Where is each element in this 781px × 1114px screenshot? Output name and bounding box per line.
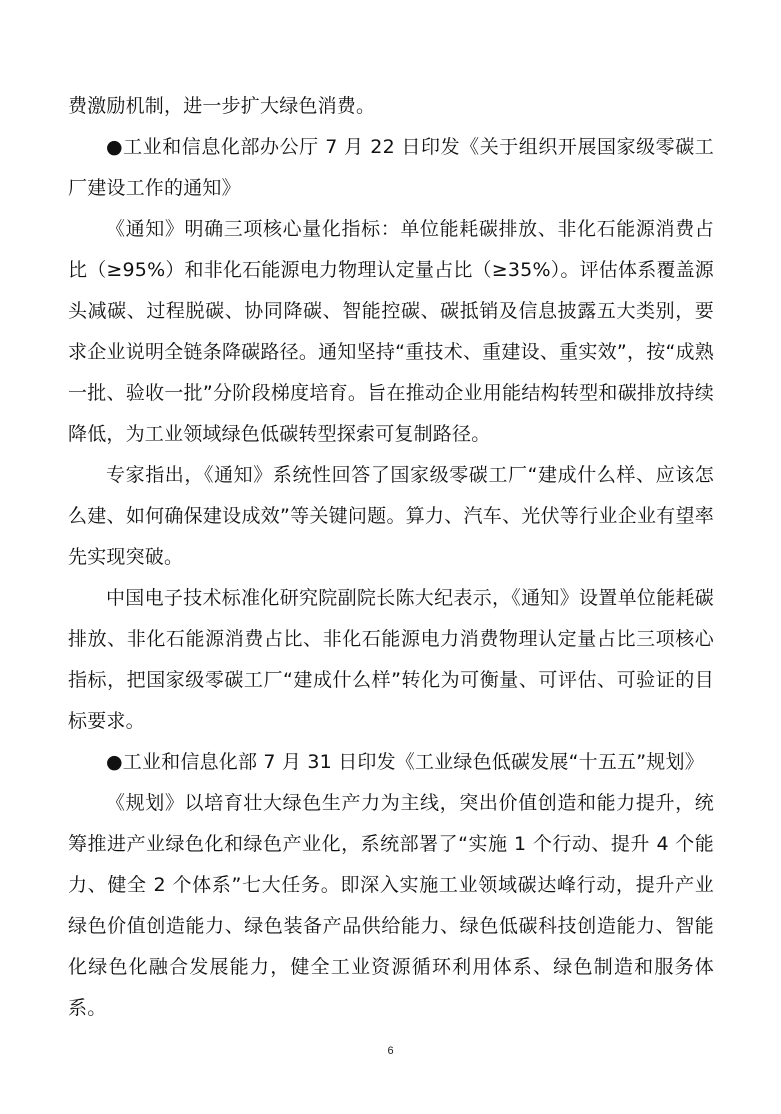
- page-number: 6: [387, 1045, 394, 1057]
- paragraph-continuation: 费激励机制，进一步扩大绿色消费。: [68, 95, 376, 117]
- paragraph-notice-indicators: 《通知》明确三项核心量化指标：单位能耗碳排放、非化石能源消费占比（≥95%）和非化石能源电力物理认定量占比（≥35%）。评估体系覆盖源头减碳、过程脱碳、协同降碳、智能控碳、碳抵销及信息披露五大类别，要求企业说明全链条降碳路径。通知坚持“重技术、重建设、重实效”，按“成熟一批、验收一批”分阶段梯度培育。旨在推动企业用能结构转型和碳排放持续降低，为工业领域绿色低碳转型探索可复制路径。: [68, 218, 715, 445]
- document-body: [68, 86, 714, 1029]
- bullet-marker: ●: [106, 751, 123, 773]
- bullet-heading-text: 工业和信息化部办公厅 7 月 22 日印发《关于组织开展国家级零碳工厂建设工作的通知》: [68, 136, 714, 199]
- bullet-heading-15th-plan: [68, 742, 714, 783]
- paragraph-expert-comment: 专家指出，《通知》系统性回答了国家级零碳工厂“建成什么样、应该怎么建、如何确保建设成效”等关键问题。算力、汽车、光伏等行业企业有望率先实现突破。: [68, 464, 714, 568]
- bullet-heading-text: 工业和信息化部 7 月 31 日印发《工业绿色低碳发展“十五五”规划》: [122, 751, 704, 773]
- paragraph-plan-tasks: 《规划》以培育壮大绿色生产力为主线，突出价值创造和能力提升，统筹推进产业绿色化和绿色产业化，系统部署了“实施 1 个行动、提升 4 个能力、健全 2 个体系”七大任务。即深入实施工业领域碳达峰行动，提升产业绿色价值创造能力、绿色装备产品供给能力、绿色低碳科技创造能力、智能化绿色化融合发展能力，健全工业资源循环利用体系、绿色制造和服务体系。: [68, 792, 714, 1019]
- paragraph-chen-daji-statement: 中国电子技术标准化研究院副院长陈大纪表示，《通知》设置单位能耗碳排放、非化石能源消费占比、非化石能源电力消费物理认定量占比三项核心指标，把国家级零碳工厂“建成什么样”转化为可衡量、可评估、可验证的目标要求。: [68, 587, 714, 732]
- bullet-heading-zero-carbon-factory: [68, 127, 714, 209]
- bullet-marker: ●: [106, 136, 123, 158]
